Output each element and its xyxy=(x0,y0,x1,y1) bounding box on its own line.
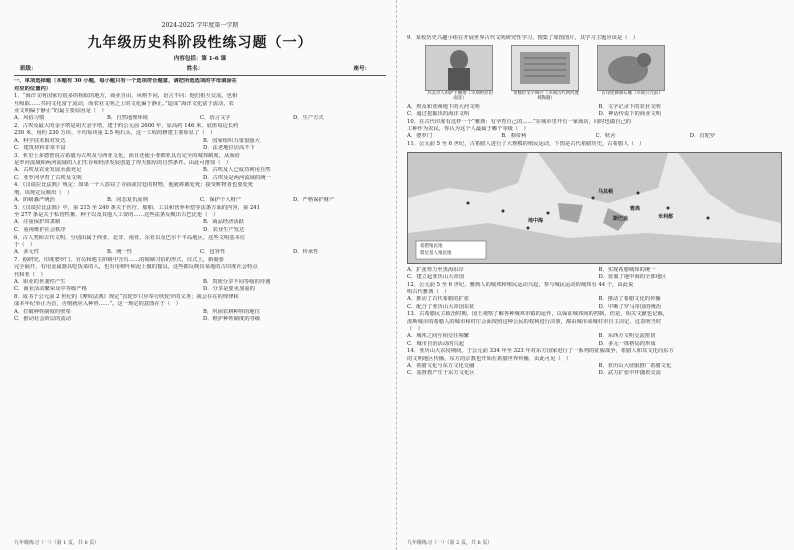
option-group xyxy=(14,115,386,122)
colonization-map xyxy=(407,152,782,264)
answer-option[interactable]: D．中断了罗马帝国的统治 xyxy=(598,303,662,310)
question-stem-line: 6．古人类和古代文明，分别由属于西亚、北非、南亚、东亚以及巴尔干半岛地区，这些文明基本位 xyxy=(14,234,246,241)
answer-option[interactable]: C．建筑材料非常丰富 xyxy=(14,144,66,151)
question-stem-line: 是罗河流域和两河流域的人们生存和经济发展创造了得天独厚的自然条件。由此可推知（ ） xyxy=(14,160,232,167)
answer-option[interactable]: B．商品经济活跃 xyxy=(203,219,244,226)
question xyxy=(14,235,386,257)
option-group xyxy=(14,279,386,294)
question xyxy=(407,141,784,148)
question xyxy=(14,205,386,234)
option-group xyxy=(407,133,784,140)
answer-option[interactable]: C．重视维护社会秩序 xyxy=(14,226,66,233)
option-group xyxy=(14,249,386,256)
question-stem-line: 13．古希腊民主政治时期，国王观察了解各种城邦市镇的运作，以保证城邦间的控制，但是，相关文献也记载， xyxy=(407,311,668,318)
map-legend-phoenician: 腓尼基人殖民地 xyxy=(420,250,452,256)
answer-option[interactable]: A．多元性 xyxy=(14,249,40,256)
map-legend-greek: 希腊殖民地 xyxy=(420,243,443,249)
question-stem-line: （ ） xyxy=(407,325,423,332)
school-year: 2024-2025 学年度第一学期 xyxy=(161,22,239,29)
answer-option[interactable]: D．维护种姓制度的等级 xyxy=(203,315,261,322)
option-group xyxy=(14,167,386,182)
option-group xyxy=(14,219,386,234)
question xyxy=(407,311,784,347)
answer-option[interactable]: B．实现希腊城邦的统一 xyxy=(598,266,656,273)
question-stem-line: 泼斯城市的希腊人的城市和村庄会面按照这种公民的权利进行决策，都由城市或城村市自主决定，这表明当时 xyxy=(407,318,662,325)
answer-option[interactable]: A．扩张势力至黑海沿岸 xyxy=(407,266,464,273)
image-figure-3 xyxy=(597,45,667,102)
answer-option[interactable]: A．阶级森严统治 xyxy=(14,197,55,204)
question xyxy=(14,123,386,152)
answer-option[interactable]: B．推动了希腊文化的传播 xyxy=(598,296,661,303)
question-stem-line: 至 277 条是关于私营牲畜、种子以及其他人工资的……这些法条反映出古巴比伦（ ） xyxy=(14,212,219,219)
answer-option[interactable]: A．希腊文化与东方文化交融 xyxy=(407,362,475,369)
answer-option[interactable]: D．神话传说下的商业文明 xyxy=(598,111,662,118)
question-stem-line: 业文明偏于静止”的最主要原因是（ ） xyxy=(14,107,107,114)
question xyxy=(407,282,784,311)
map-label-athens: 雅典 xyxy=(630,205,641,212)
answer-option[interactable]: A．古埃及农业发展水源充足 xyxy=(14,167,82,174)
option-group xyxy=(407,363,784,378)
answer-option[interactable]: D．农业生产发达 xyxy=(203,226,245,233)
answer-option[interactable]: A．推动了古代希腊的扩张 xyxy=(407,296,470,303)
option-group xyxy=(14,309,386,324)
left-question-list xyxy=(14,93,386,323)
answer-option[interactable]: C．商业活动繁荣及中等级严格 xyxy=(14,286,87,293)
image-caption-2: 带楔形文字陶片（早期古代两河流域陶器） xyxy=(513,90,579,102)
option-group xyxy=(407,296,784,311)
question-stem-line: 工种作为农民，你认为这个人最属于哪个等级（ ） xyxy=(407,126,529,133)
answer-option[interactable]: D．传承性 xyxy=(293,249,319,256)
answer-option[interactable]: C．亚罗河孕育了古埃及文明 xyxy=(14,174,82,181)
exam-title: 九年级历史科阶段性练习题（一） xyxy=(87,35,313,52)
question xyxy=(407,119,784,141)
answer-option[interactable]: C．语言文字 xyxy=(200,115,231,122)
question xyxy=(407,267,784,282)
answer-option[interactable]: B．文字记录下的农业文明 xyxy=(598,103,661,110)
map-graphic xyxy=(408,153,781,263)
map-label-sparta: 斯巴达 xyxy=(613,215,629,222)
answer-option[interactable]: C．基督教产生于东方文化区 xyxy=(407,370,475,377)
answer-option[interactable]: B．贵族分享不同等级的待遇 xyxy=(203,278,271,285)
right-question-list-1 xyxy=(407,35,784,42)
page-footer-left: 九年级练习（一）（第 1 页，共 6 页） xyxy=(14,540,100,546)
option-group xyxy=(407,104,784,119)
question-stem-line: 4．《汉谟拉比法典》规定：如果一个人盗窃了寺庙或宫廷的财物，他就将被处死；接受赃物者也要处死 xyxy=(14,182,254,189)
answer-option[interactable]: C．推动社会阶层的流动 xyxy=(14,315,72,322)
answer-option[interactable]: B．国家组织力量很强大 xyxy=(203,137,260,144)
option-group xyxy=(14,197,386,204)
option-group xyxy=(407,333,784,348)
right-question-list-3 xyxy=(407,267,784,378)
answer-option[interactable]: D．首陀罗 xyxy=(689,133,716,140)
question-stem-line: 5．《汉谟拉比法典》中，第 215 至 240 条关于医疗、船舶、工具和营养补偿等法条方面的内容，第 241 xyxy=(14,204,261,211)
tablet-image xyxy=(511,45,579,91)
option-group xyxy=(14,138,386,153)
question-stem-line: 8．成书于公元前 2 世纪的《摩奴法典》规定“首陀罗只应奉行吠陀罗的义务；我会存在的规律和 xyxy=(14,293,239,300)
answer-option[interactable]: A．职业的世袭性产生 xyxy=(14,278,66,285)
question xyxy=(14,93,386,122)
question-stem-line: 11．公元前 5 至 6 世纪，古希腊人进行了大规模的殖民运动，下图是古代希腊历史，古希腊人（ ） xyxy=(407,141,645,148)
answer-option[interactable]: B．自然地理环境 xyxy=(107,115,148,122)
image-figure-1 xyxy=(425,45,495,102)
question xyxy=(14,182,386,204)
question-stem-line: 完全隔开，有用金属器具吃饭菜的人，也有用树叶和泥土做的餐具，这些都反映出某地的古印度社会特点 xyxy=(14,264,258,271)
answer-option[interactable]: B．东西方文明交流密切 xyxy=(598,333,656,340)
page-right xyxy=(397,0,794,550)
question-stem-line: 于（ ） xyxy=(14,241,36,248)
page-footer-right: 九年级练习（一）（第 2 页，共 6 页） xyxy=(407,540,493,546)
answer-option[interactable]: B．巩固农耕种姓的地位 xyxy=(203,308,260,315)
answer-option[interactable]: D．法老地位居高不下 xyxy=(203,144,255,151)
image-figure-2 xyxy=(511,45,581,102)
answer-option[interactable]: A．婆罗门 xyxy=(407,133,433,140)
map-label-macedon: 马其顿 xyxy=(598,188,614,195)
answer-option[interactable]: C．吠舍 xyxy=(595,133,616,140)
map-label-sea: 地中海 xyxy=(528,217,544,224)
answer-option[interactable]: C．配合了亚历山大帝国东征 xyxy=(407,303,475,310)
answer-option[interactable]: D．严格保护财产 xyxy=(293,197,335,204)
answer-option[interactable]: C．城市自治活动的兴起 xyxy=(407,340,465,347)
question-stem-line: 7．据研究，印度婆罗门、官员和地主阶级中含有……的婚姻习俗的形式，仪式上，新娘要 xyxy=(14,256,224,263)
question-stem-line: 3．亚里士多德曾说古希腊为古埃及与西亚文化，而且还使小亚细亚具有完全的城邦制度，从而给 xyxy=(14,152,240,159)
question-stem-line: 10．在古代印度有这样一个“雅典：有孕育自己的……”在城市里开有一家商店，同时也做自己的 xyxy=(407,118,632,125)
section-heading: 一、单项选择题（本题有 30 小题，每小题只有一个选项符合题意，请把所选选项的字母填涂在 xyxy=(14,78,237,85)
question xyxy=(407,104,784,119)
answer-option[interactable]: C．保护个人财产 xyxy=(200,197,242,204)
answer-option[interactable]: D．武力扩张中伴随着交流 xyxy=(598,370,662,377)
question-stem-line: 代和亚（ ） xyxy=(14,271,46,278)
answer-option[interactable]: B．亚历山大征服推广希腊文化 xyxy=(598,362,672,369)
class-label: 班级： xyxy=(20,66,37,73)
option-group xyxy=(407,267,784,282)
question-stem-line: 成本年纪举止为首，否则就应入种姓……”。这一规定的意图在于（ ） xyxy=(14,301,181,308)
answer-option[interactable]: A．埃及和亚洲地下的大河文明 xyxy=(407,103,480,110)
answer-option[interactable]: A．注重保护奴隶制 xyxy=(14,219,61,226)
answer-option[interactable]: A．风俗习惯 xyxy=(14,115,45,122)
question-stem-line: 14．亚历山大东侵期间，于公元前 334 年至 323 年对东方国家进行了一系列的征服战争，希腊人和其文化向东方 xyxy=(407,348,674,355)
student-info-row xyxy=(14,62,386,76)
answer-option[interactable]: C．包容性 xyxy=(200,249,226,256)
question-stem-line: 230 米，用约 230 万块、平均每块重 2.5 吨石头，这一工程的修建主要彰显了（ ） xyxy=(14,130,216,137)
right-question-list-2 xyxy=(407,104,784,149)
question-stem-line: 12．公元前 5 至 6 世纪，雅典人的城邦和殖民运动兴起，参与城民运动的城邦有 44 个，由此说 xyxy=(407,281,634,288)
section-heading-2: 对应的位置内） xyxy=(14,85,52,92)
image-row xyxy=(425,45,784,102)
map-label-miletus: 米利都 xyxy=(658,213,674,220)
statue-image xyxy=(425,45,493,91)
question-stem-line: 1．“海洋文明国家有很多的相似的地方，商业自由，风格不同，语言不同：他们相互交流，也相 xyxy=(14,93,238,100)
question-stem-line: 明古代雅典（ ） xyxy=(407,288,450,295)
question xyxy=(14,294,386,323)
answer-option[interactable]: B．古埃及人已成功利用自然 xyxy=(203,167,271,174)
relief-image xyxy=(597,45,665,91)
question xyxy=(407,35,784,42)
answer-option[interactable]: B．刹帝利 xyxy=(501,133,527,140)
question-stem-line: 互吸取……共同文化富于流动，而农业文明之上的文化偏于静止。”造成“海洋文化富于流动，农 xyxy=(14,100,234,107)
question-stem-line: 刑，该规定反映出（ ） xyxy=(14,189,73,196)
question xyxy=(14,257,386,293)
answer-option[interactable]: B．同态复仇原则 xyxy=(107,197,148,204)
answer-option[interactable]: D．征服了地中海的全部地区 xyxy=(598,273,667,280)
answer-option[interactable]: A．打破种姓制度的壁垒 xyxy=(14,308,71,315)
question xyxy=(407,348,784,377)
answer-option[interactable]: D．生产方式 xyxy=(293,115,324,122)
answer-option[interactable]: A．科学技术相对发达 xyxy=(14,137,66,144)
answer-option[interactable]: D．分享是要更加重的 xyxy=(203,286,255,293)
answer-option[interactable]: D．古埃及是两河流域的统一 xyxy=(203,174,271,181)
question-stem-line: 的文明地区传播，东方的宗教也开始在希腊世界传播，由此可见（ ） xyxy=(407,355,572,362)
answer-option[interactable]: C．建立起亚历山大帝国 xyxy=(407,273,465,280)
seat-label: 座号： xyxy=(353,66,370,73)
image-caption-3: 古印度佛教石雕（早期公元前） xyxy=(601,90,663,96)
image-caption-1: 苏美尔人的萨卡雕像（早期阿拉伯面容） xyxy=(427,90,493,102)
question-stem-line: 2．古埃及最大的金字塔是胡夫金字塔，建于约公元前 2600 年，原高约 146 米，底座每边长约 xyxy=(14,123,239,130)
answer-option[interactable]: B．统一性 xyxy=(107,249,133,256)
question xyxy=(14,153,386,182)
name-label: 姓名： xyxy=(186,66,204,73)
answer-option[interactable]: C．通过挖掘出的海洋文明 xyxy=(407,111,470,118)
exam-scope: 内容包括：第 1-6 课 xyxy=(173,56,227,63)
question-stem-line: 9．某校历史兴趣小组在开展世界古代文明研究性学习，搜集了如图图片，其学习主题应该是（ ） xyxy=(407,34,639,41)
answer-option[interactable]: D．多元一体格局的形成 xyxy=(598,340,656,347)
answer-option[interactable]: A．城邦之间互相交往频繁 xyxy=(407,333,470,340)
